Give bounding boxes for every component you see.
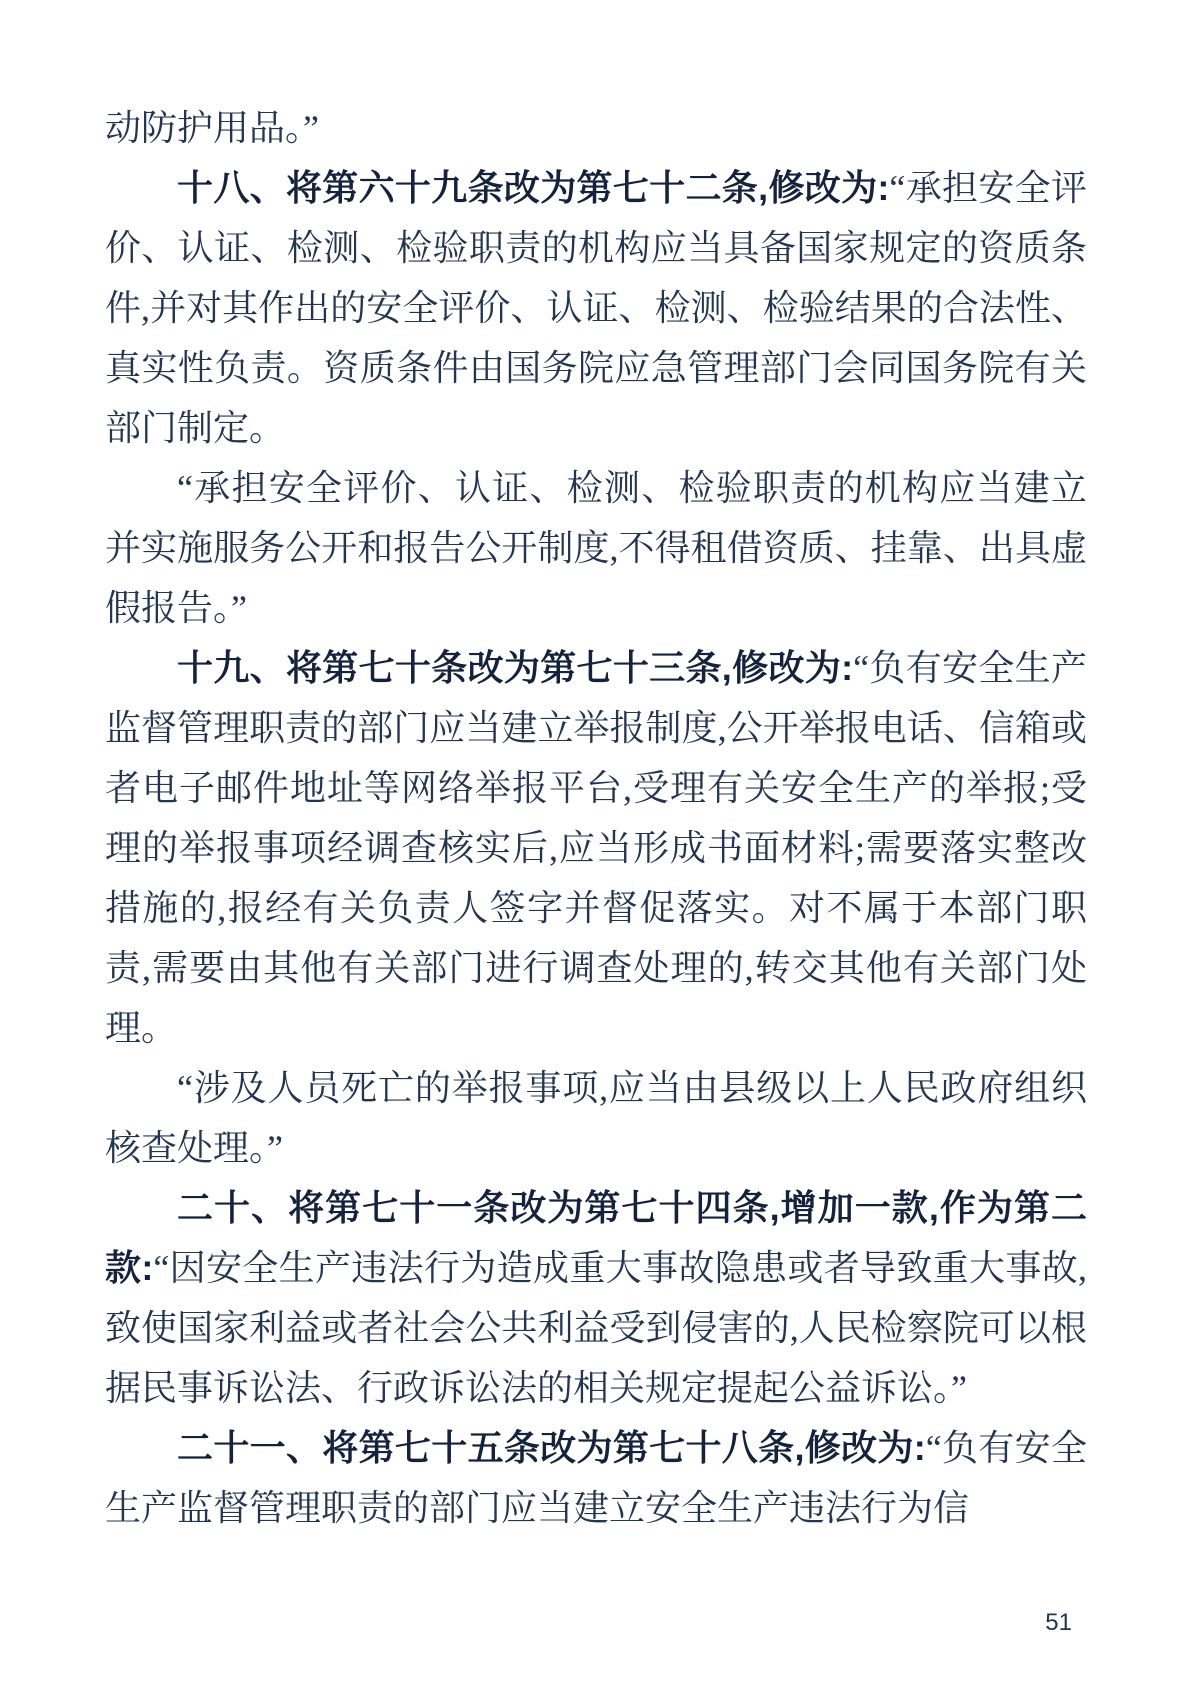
paragraph [105, 458, 1087, 638]
paragraph [105, 1418, 1087, 1538]
text-run: “因安全生产违法行为造成重大事故隐患或者导致重大事故,致使国家利益或者社会公共利益受到侵害的,人民检察院可以根据民事诉讼法、行政诉讼法的相关规定提起公益诉讼。” [105, 1248, 1087, 1408]
document-body [105, 98, 1087, 1538]
text-run: “承担安全评价、认证、检测、检验职责的机构应当建立并实施服务公开和报告公开制度,不得租借资质、挂靠、出具虚假报告。” [105, 468, 1087, 628]
heading-run: 十九、将第七十条改为第七十三条,修改为: [177, 647, 854, 688]
text-run: 动防护用品。” [105, 108, 319, 148]
paragraph [105, 1178, 1087, 1418]
heading-run: 二十一、将第七十五条改为第七十八条,修改为: [177, 1427, 926, 1468]
paragraph [105, 638, 1087, 1058]
paragraph [105, 1058, 1087, 1178]
page-number: 51 [1045, 1609, 1072, 1636]
heading-run: 二十、将第七十一条改为第七十四条,增加一款,作为第二款: [105, 1187, 1087, 1288]
heading-run: 十八、将第六十九条改为第七十二条,修改为: [177, 167, 890, 208]
page-footer [1045, 1609, 1072, 1637]
paragraph [105, 98, 1087, 158]
text-run: “承担安全评价、认证、检测、检验职责的机构应当具备国家规定的资质条件,并对其作出的安全评价、认证、检测、检验结果的合法性、真实性负责。资质条件由国务院应急管理部门会同国务院有关部门制定。 [105, 168, 1087, 448]
text-run: “负有安全生产监督管理职责的部门应当建立安全生产违法行为信 [105, 1428, 1087, 1528]
paragraph [105, 158, 1087, 458]
text-run: “涉及人员死亡的举报事项,应当由县级以上人民政府组织核查处理。” [105, 1068, 1087, 1168]
text-run: “负有安全生产监督管理职责的部门应当建立举报制度,公开举报电话、信箱或者电子邮件地址等网络举报平台,受理有关安全生产的举报;受理的举报事项经调查核实后,应当形成书面材料;需要落实整改措施的,报经有关负责人签字并督促落实。对不属于本部门职责,需要由其他有关部门进行调查处理的,转交其他有关部门处理。 [105, 648, 1087, 1048]
